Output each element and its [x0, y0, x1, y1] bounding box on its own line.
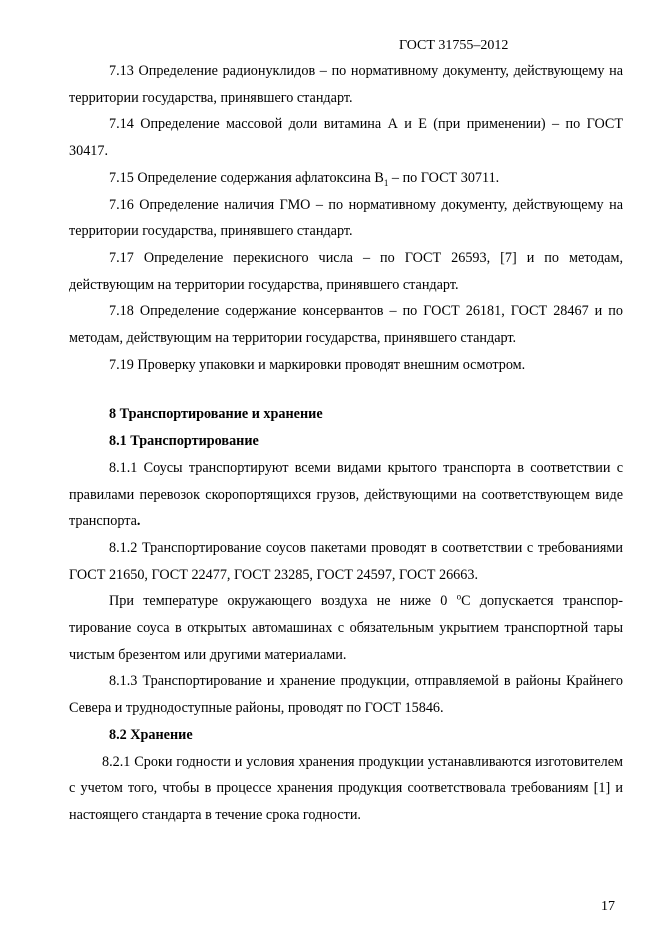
paragraph-8-1-1-text: 8.1.1 Соусы транспортируют всеми видами крытого транспорта в соответствии с правилами перевозок скоропортящихся грузов, действующими на соответствующем виде транспорта: [69, 459, 623, 530]
paragraph-8-1-1-period: .: [136, 513, 141, 530]
degree-superscript: о: [456, 591, 462, 602]
document-code-header: ГОСТ 31755–2012: [399, 38, 509, 53]
paragraph-7-15-tail: – по ГОСТ 30711.: [388, 169, 500, 186]
paragraph-8-1-3: 8.1.3 Транспортирование и хранение продукции, отправляемой в районы Крайнего Севера и труднодоступные районы, проводят по ГОСТ 15846.: [69, 673, 623, 717]
paragraph-7-14: 7.14 Определение массовой доли витамина А и Е (при применении) – по ГОСТ 30417.: [69, 116, 623, 160]
subsection-8-1-heading: 8.1 Транспортирование: [109, 433, 259, 450]
subscript-1: 1: [383, 177, 389, 188]
section-8-heading: 8 Транспортирование и хранение: [109, 406, 323, 423]
paragraph-8-1-1: [69, 455, 623, 535]
paragraph-7-15: [69, 165, 623, 192]
paragraph-7-16: 7.16 Определение наличия ГМО – по нормативному документу, действующему на территории государства, принявшего стандарт.: [69, 196, 623, 240]
paragraph-7-17: 7.17 Определение перекисного числа – по ГОСТ 26593, [7] и по методам, действующим на территории государства, принявшего стандарт.: [69, 249, 623, 293]
paragraph-temperature-text: При температуре окружающего воздуха не ниже 0: [109, 593, 457, 610]
paragraph-7-15-text: 7.15 Определение содержания афлатоксина В: [109, 169, 384, 186]
paragraph-8-1-2: 8.1.2 Транспортирование соусов пакетами проводят в соответствии с требованиями ГОСТ 21650, ГОСТ 22477, ГОСТ 23285, ГОСТ 24597, ГОСТ 26663.: [69, 539, 623, 583]
paragraph-7-19: 7.19 Проверку упаковки и маркировки проводят внешним осмотром.: [109, 356, 526, 373]
page-number: 17: [601, 899, 615, 914]
page-content: [69, 58, 623, 829]
section-gap: [69, 378, 623, 401]
subsection-8-2-heading: 8.2 Хранение: [109, 726, 193, 743]
paragraph-7-13: 7.13 Определение радионуклидов – по нормативному документу, действующему на территории государства, принявшего стандарт.: [69, 63, 623, 106]
paragraph-temperature: [69, 588, 623, 668]
paragraph-7-18: 7.18 Определение содержание консервантов – по ГОСТ 26181, ГОСТ 28467 и по методам, действующим на территории государства, принявшего стандарт.: [69, 303, 623, 347]
paragraph-8-2-1: 8.2.1 Сроки годности и условия хранения продукции устанавливаются изготовителем с учетом того, чтобы в процессе хранения продукция соответствовала требованиям [1] и настоящего стандарта в течение срока годности.: [69, 753, 623, 823]
paragraph-temperature-tail: С допускается транспор-тирование соуса в открытых автомашинах с обязательным укрытием транспортной тары чистым брезентом или другими материалами.: [69, 593, 623, 663]
